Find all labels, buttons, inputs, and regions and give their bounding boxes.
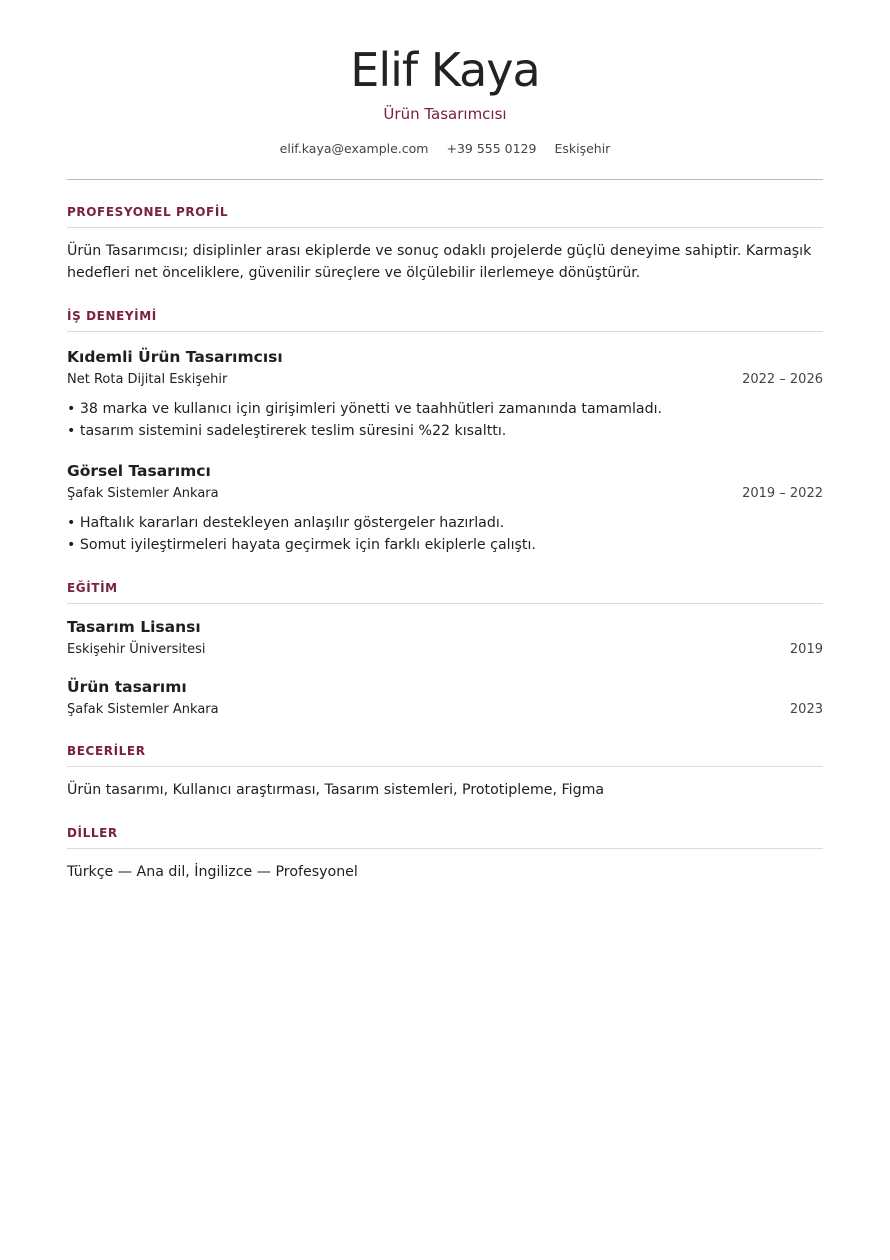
job-title: Görsel Tasarımcı [67, 462, 211, 480]
education-meta [67, 701, 823, 719]
job-meta [67, 371, 823, 389]
candidate-name: Elif Kaya [350, 43, 540, 97]
section-languages [67, 825, 823, 883]
contact-phone[interactable]: +39 555 0129 [446, 141, 537, 156]
section-profile [67, 204, 823, 284]
education-meta [67, 641, 823, 659]
job-bullet: • Somut iyileştirmeleri hayata geçirmek için farklı ekiplerle çalıştı. [67, 537, 536, 553]
job-title: Kıdemli Ürün Tasarımcısı [67, 348, 283, 366]
section-experience [67, 308, 823, 556]
job-bullets [67, 398, 823, 442]
section-title-languages: DİLLER [67, 825, 823, 849]
job-company: Net Rota Dijital Eskişehir [67, 372, 228, 387]
job-bullet: • Haftalık kararları destekleyen anlaşılır göstergeler hazırladı. [67, 515, 505, 531]
job-meta [67, 485, 823, 503]
education-date: 2019 [789, 642, 823, 657]
job-bullet: • 38 marka ve kullanıcı için girişimleri yönetti ve taahhütleri zamanında tamamladı. [67, 401, 663, 417]
section-title-skills: BECERİLER [67, 743, 823, 767]
section-skills [67, 743, 823, 801]
contact-line [67, 140, 823, 158]
languages-text: Türkçe — Ana dil, İngilizce — Profesyonel [67, 864, 358, 880]
skills-text: Ürün tasarımı, Kullanıcı araştırması, Tasarım sistemleri, Prototipleme, Figma [67, 782, 605, 798]
education-entry [67, 616, 823, 659]
experience-entry [67, 346, 823, 442]
job-bullet: • tasarım sistemini sadeleştirerek teslim süresini %22 kısalttı. [67, 423, 507, 439]
job-bullets [67, 512, 823, 556]
contact-location: Eskişehir [554, 141, 611, 156]
header-divider [67, 179, 823, 180]
job-company: Şafak Sistemler Ankara [67, 486, 219, 501]
section-title-experience: İŞ DENEYİMİ [67, 308, 823, 332]
candidate-role: Ürün Tasarımcısı [383, 105, 507, 123]
section-title-education: EĞİTİM [67, 580, 823, 604]
profile-text: Ürün Tasarımcısı; disiplinler arası ekiplerde ve sonuç odaklı projelerde güçlü deneyime sahiptir. Karmaşık hedefleri net önceliklere, güvenilir süreçlere ve ölçülebilir ilerlemeye dönüştürür. [67, 243, 812, 281]
contact-email[interactable]: elif.kaya@example.com [279, 141, 429, 156]
school-name: Eskişehir Üniversitesi [67, 642, 206, 657]
education-entry [67, 676, 823, 719]
resume-header [67, 0, 823, 158]
degree-title: Ürün tasarımı [67, 678, 187, 696]
job-dates: 2022 – 2026 [742, 372, 823, 387]
experience-entry [67, 460, 823, 556]
school-name: Şafak Sistemler Ankara [67, 702, 219, 717]
degree-title: Tasarım Lisansı [67, 618, 201, 636]
section-education [67, 580, 823, 719]
section-title-profile: PROFESYONEL PROFİL [67, 204, 823, 228]
education-date: 2023 [789, 702, 823, 717]
job-dates: 2019 – 2022 [742, 486, 823, 501]
